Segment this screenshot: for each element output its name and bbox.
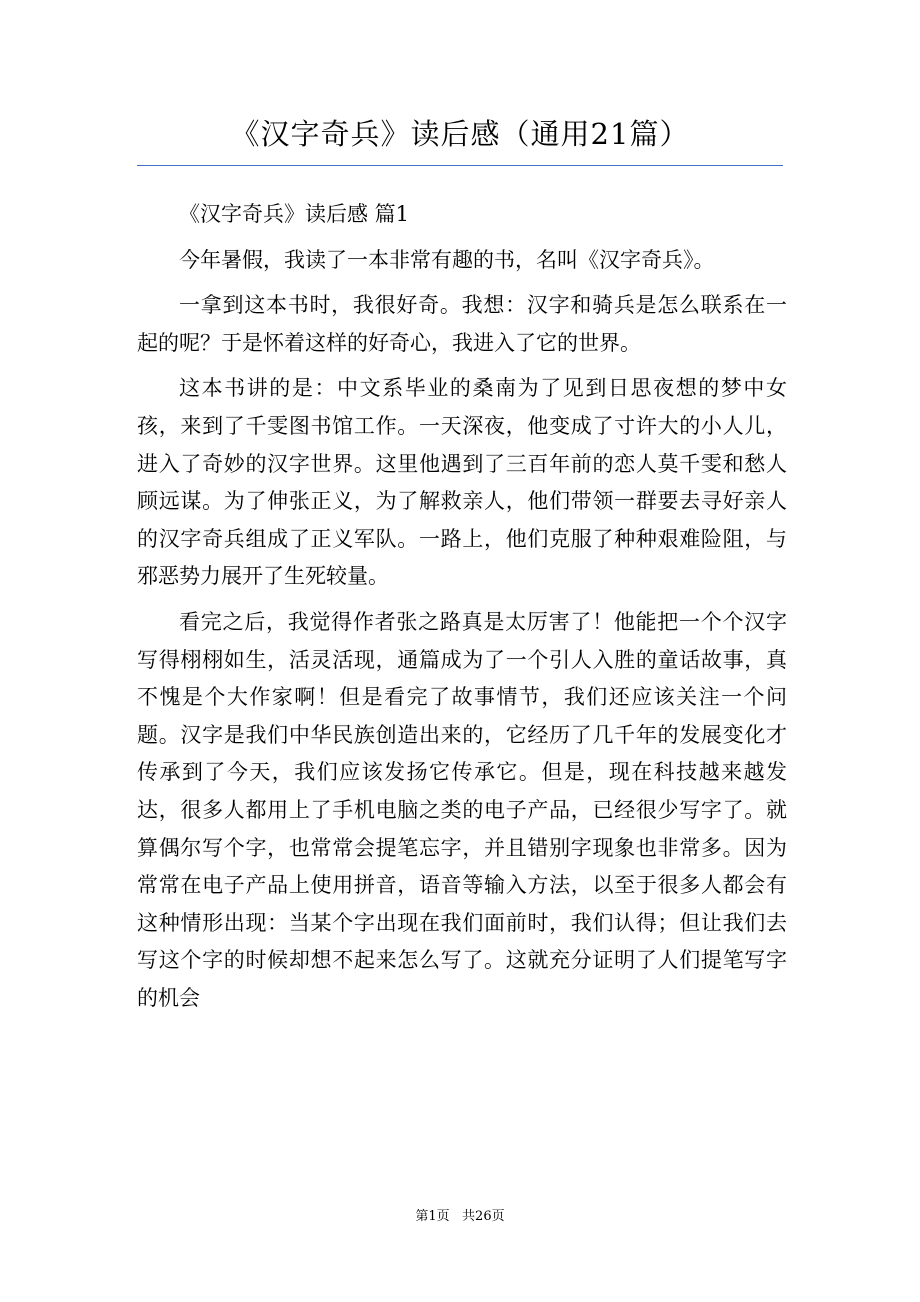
page-number-footer: 第1页 共26页 xyxy=(415,1209,505,1224)
document-title: 《汉字奇兵》读后感（通用21篇） xyxy=(230,117,690,151)
document-body xyxy=(137,196,787,1017)
paragraph-2: 一拿到这本书时，我很好奇。我想：汉字和骑兵是怎么联系在一起的呢？于是怀着这样的好奇心，我进入了它的世界。 xyxy=(137,293,787,355)
section-heading: 《汉字奇兵》读后感 篇1 xyxy=(179,202,410,226)
paragraph-1: 今年暑假，我读了一本非常有趣的书，名叫《汉字奇兵》。 xyxy=(179,247,715,272)
paragraph-4: 看完之后，我觉得作者张之路真是太厉害了！他能把一个个汉字写得栩栩如生，活灵活现，通篇成为了一个引人入胜的童话故事，真不愧是个大作家啊！但是看完了故事情节，我们还应该关注一个问题。汉字是我们中华民族创造出来的，它经历了几千年的发展变化才传承到了今天，我们应该发扬它传承它。但是，现在科技越来越发达，很多人都用上了手机电脑之类的电子产品，已经很少写字了。就算偶尔写个字，也常常会提笔忘字，并且错别字现象也非常多。因为常常在电子产品上使用拼音，语音等输入方法，以至于很多人都会有这种情形出现：当某个字出现在我们面前时，我们认得；但让我们去写这个字的时候却想不起来怎么写了。这就充分证明了人们提笔写字的机会 xyxy=(137,609,787,1010)
paragraph-3: 这本书讲的是：中文系毕业的桑南为了见到日思夜想的梦中女孩，来到了千雯图书馆工作。一天深夜，他变成了寸许大的小人儿，进入了奇妙的汉字世界。这里他遇到了三百年前的恋人莫千雯和愁人顾远谋。为了伸张正义，为了解救亲人，他们带领一群要去寻好亲人的汉字奇兵组成了正义军队。一路上，他们克服了种种艰难险阻，与邪恶势力展开了生死较量。 xyxy=(137,376,787,589)
title-underline xyxy=(137,165,783,166)
